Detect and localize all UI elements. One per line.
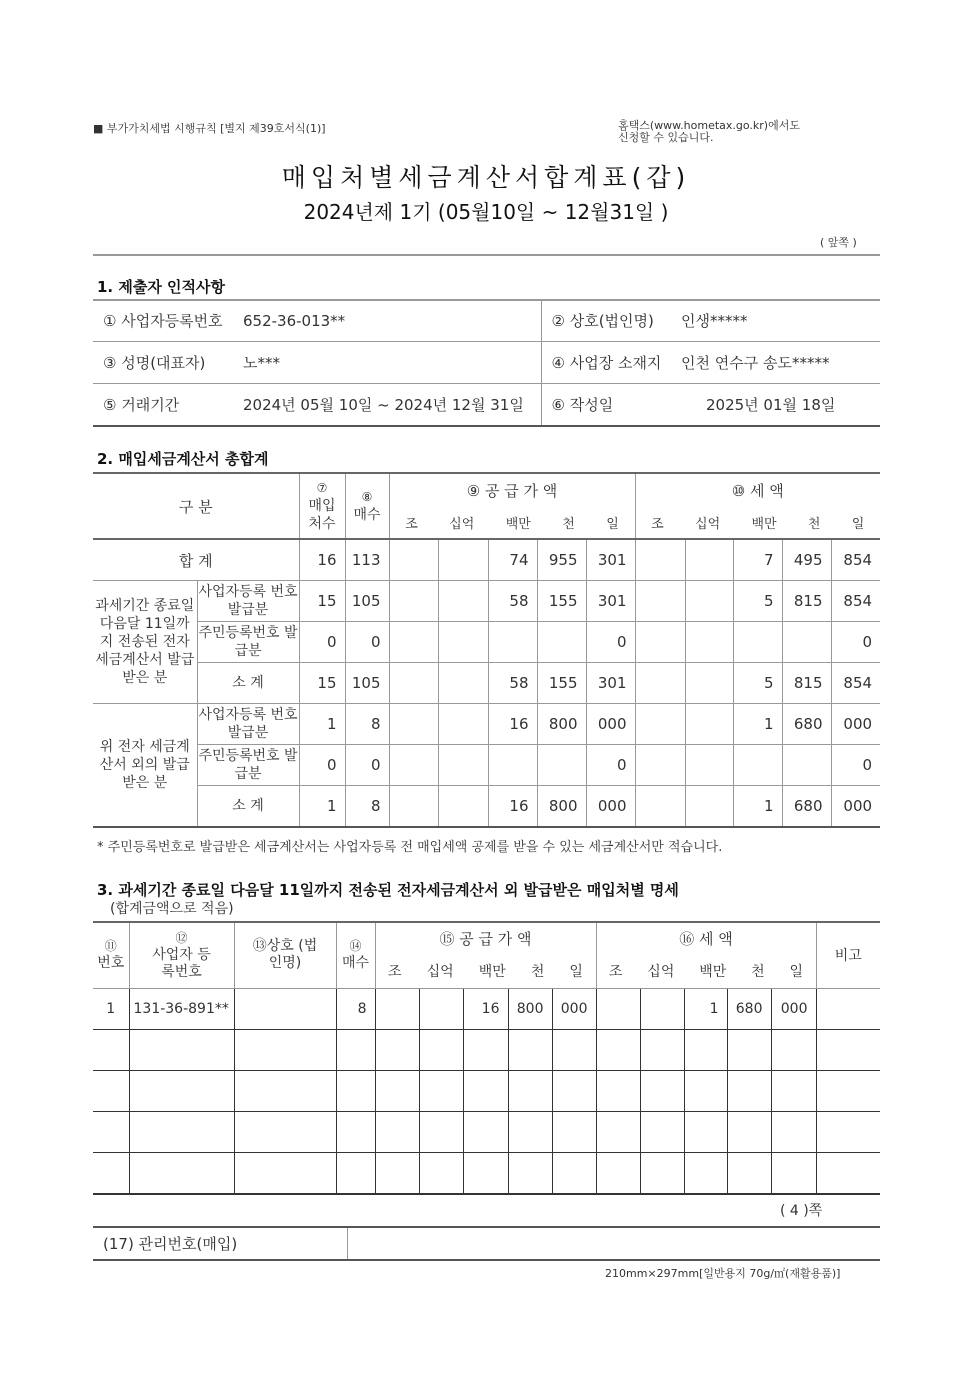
field-label: ⑥ 작성일 <box>541 384 681 427</box>
sheets-header-label: 매수 <box>341 955 370 972</box>
tax-cell[interactable] <box>684 1070 727 1111</box>
supply-cell[interactable] <box>537 745 586 786</box>
unit-label: 조 <box>608 963 623 980</box>
supply-cell[interactable] <box>419 988 463 1029</box>
unit-label: 백만 <box>699 963 727 980</box>
sheets-header <box>336 922 375 988</box>
supply-cell[interactable]: 16 <box>463 988 508 1029</box>
supply-cell[interactable]: 16 <box>488 704 537 745</box>
unit-label: 십억 <box>695 516 721 532</box>
supply-cell[interactable] <box>488 745 537 786</box>
supply-cell[interactable] <box>389 745 438 786</box>
supply-cell[interactable]: 301 <box>586 663 635 704</box>
subtotal-row <box>93 663 880 704</box>
company-name-value[interactable]: 인생***** <box>681 300 880 342</box>
paper-spec: 210mm×297mm[일반용지 70g/㎡(재활용품)] <box>605 1267 841 1280</box>
supply-cell[interactable] <box>389 663 438 704</box>
representative-value[interactable]: 노*** <box>243 342 541 384</box>
tax-cell[interactable] <box>782 622 831 663</box>
tax-cell[interactable] <box>727 1152 771 1194</box>
submitter-row <box>93 300 880 342</box>
detail-row <box>93 1152 880 1194</box>
tax-cell[interactable] <box>685 622 733 663</box>
supply-cell[interactable] <box>389 622 438 663</box>
company-name-cell[interactable] <box>234 1070 336 1111</box>
detail-row <box>93 988 880 1029</box>
circle-number: ⑧ <box>361 490 373 504</box>
unit-label: 일 <box>569 963 583 980</box>
supply-cell[interactable] <box>419 1070 463 1111</box>
unit-label: 일 <box>851 516 865 532</box>
name-header-label: ⑬상호 (법인명) <box>252 938 318 972</box>
supply-cell[interactable] <box>438 581 488 622</box>
sheets-cell[interactable] <box>336 1070 375 1111</box>
count-cell[interactable]: 15 <box>299 663 345 704</box>
tax-cell[interactable]: 854 <box>831 539 880 581</box>
unit-label: 일 <box>606 516 619 532</box>
sheets-cell[interactable]: 8 <box>345 704 389 745</box>
no-cell[interactable] <box>93 1029 129 1070</box>
subtotal-row <box>93 786 880 828</box>
section3-subtitle: (합계금액으로 적음) <box>110 901 234 917</box>
tax-cell[interactable]: 000 <box>831 786 880 828</box>
submitter-row <box>93 384 880 427</box>
supply-cell[interactable]: 58 <box>488 663 537 704</box>
unit-label: 십억 <box>426 963 454 980</box>
divider <box>93 254 880 256</box>
business-number-value[interactable]: 652-36-013** <box>243 300 541 342</box>
no-header <box>93 922 129 988</box>
sub-label: 사업자등록 번호 발급분 <box>197 704 299 745</box>
unit-label: 천 <box>530 963 545 980</box>
tax-cell[interactable] <box>733 745 782 786</box>
reg-number-cell[interactable] <box>129 1070 234 1111</box>
sheets-cell[interactable]: 8 <box>345 786 389 828</box>
sheets-header <box>345 473 389 539</box>
remark-header: 비고 <box>816 922 880 988</box>
unit-label: 백만 <box>751 516 777 532</box>
tax-cell[interactable]: 000 <box>771 988 816 1029</box>
sheets-cell[interactable]: 105 <box>345 663 389 704</box>
supply-cell[interactable] <box>508 1152 552 1194</box>
count-cell[interactable]: 0 <box>299 745 345 786</box>
no-cell[interactable]: 1 <box>93 988 129 1029</box>
supply-cell[interactable] <box>463 1111 508 1152</box>
tax-cell[interactable]: 680 <box>782 704 831 745</box>
tax-cell[interactable]: 000 <box>831 704 880 745</box>
tax-cell[interactable] <box>782 745 831 786</box>
supply-cell[interactable]: 800 <box>537 786 586 828</box>
sheets-cell[interactable] <box>336 1111 375 1152</box>
tax-cell[interactable] <box>685 663 733 704</box>
form-title: 매입처별세금계산서합계표(갑) <box>281 163 691 192</box>
sub-label: 주민등록번호 발급분 <box>197 622 299 663</box>
tax-cell[interactable] <box>596 1070 640 1111</box>
count-cell[interactable]: 16 <box>299 539 345 581</box>
supply-cell[interactable]: 155 <box>537 581 586 622</box>
sheets-cell[interactable] <box>336 1029 375 1070</box>
count-header <box>299 473 345 539</box>
no-cell[interactable] <box>93 1152 129 1194</box>
supply-cell[interactable] <box>375 1152 419 1194</box>
tax-cell[interactable]: 1 <box>733 786 782 828</box>
supply-cell[interactable]: 000 <box>586 704 635 745</box>
supply-cell[interactable] <box>419 1111 463 1152</box>
supply-cell[interactable]: 0 <box>586 745 635 786</box>
tax-cell[interactable] <box>640 1070 684 1111</box>
remark-cell[interactable] <box>816 1029 880 1070</box>
tax-cell[interactable]: 495 <box>782 539 831 581</box>
supply-cell[interactable] <box>463 1029 508 1070</box>
tax-cell[interactable] <box>771 1111 816 1152</box>
written-date-value[interactable]: 2025년 01월 18일 <box>681 384 880 427</box>
total-row <box>93 539 880 581</box>
name-header <box>234 922 336 988</box>
detail-row <box>93 1029 880 1070</box>
tax-cell[interactable]: 5 <box>733 581 782 622</box>
tax-cell[interactable]: 7 <box>733 539 782 581</box>
supply-cell[interactable] <box>463 1070 508 1111</box>
header-row <box>93 473 880 506</box>
tax-units <box>596 954 816 988</box>
count-cell[interactable]: 0 <box>299 622 345 663</box>
supply-cell[interactable] <box>508 1111 552 1152</box>
supply-units <box>389 506 635 539</box>
supply-cell[interactable] <box>375 1070 419 1111</box>
tax-cell[interactable] <box>635 622 685 663</box>
supply-cell[interactable]: 58 <box>488 581 537 622</box>
supply-cell[interactable] <box>552 1070 596 1111</box>
supply-cell[interactable]: 000 <box>552 988 596 1029</box>
transaction-period-value[interactable]: 2024년 05월 10일 ~ 2024년 12월 31일 <box>243 384 541 427</box>
supply-cell[interactable] <box>508 1029 552 1070</box>
sheets-cell[interactable]: 0 <box>345 745 389 786</box>
page-side-label: ( 앞쪽 ) <box>820 236 857 249</box>
field-label: ③ 성명(대표자) <box>93 342 243 384</box>
tax-cell[interactable] <box>685 581 733 622</box>
tax-cell[interactable] <box>771 1029 816 1070</box>
unit-label: 백만 <box>505 516 531 532</box>
count-cell[interactable]: 1 <box>299 786 345 828</box>
remark-cell[interactable] <box>816 1070 880 1111</box>
supply-cell[interactable] <box>438 786 488 828</box>
group1-label: 과세기간 종료일 다음달 11일까지 전송된 전자 세금계산서 발급받은 분 <box>93 581 197 704</box>
tax-cell[interactable]: 854 <box>831 663 880 704</box>
supply-cell[interactable] <box>375 988 419 1029</box>
detail-row <box>93 1111 880 1152</box>
supply-cell[interactable] <box>438 663 488 704</box>
reg-number-cell[interactable] <box>129 1029 234 1070</box>
supply-cell[interactable] <box>552 1152 596 1194</box>
field-label: ⑤ 거래기간 <box>93 384 243 427</box>
supply-cell[interactable] <box>438 704 488 745</box>
submitter-info-table <box>93 300 880 427</box>
data-row <box>93 622 880 663</box>
tax-cell[interactable] <box>635 786 685 828</box>
tax-cell[interactable] <box>684 1152 727 1194</box>
supply-cell[interactable]: 800 <box>537 704 586 745</box>
tax-cell[interactable] <box>596 988 640 1029</box>
supply-cell[interactable]: 955 <box>537 539 586 581</box>
supply-amount-header: ⑮ 공 급 가 액 <box>375 922 596 954</box>
tax-cell[interactable]: 815 <box>782 663 831 704</box>
tax-cell[interactable] <box>640 1029 684 1070</box>
supply-cell[interactable]: 155 <box>537 663 586 704</box>
supply-cell[interactable] <box>419 1029 463 1070</box>
hometax-line-1: 홈택스(www.hometax.go.kr)에서도 <box>618 119 800 132</box>
unit-label: 십억 <box>647 963 675 980</box>
tax-cell[interactable] <box>640 1111 684 1152</box>
tax-cell[interactable] <box>684 1111 727 1152</box>
supply-amount-header: ⑨ 공 급 가 액 <box>389 473 635 506</box>
sub-label: 소 계 <box>197 786 299 828</box>
purchase-detail-table <box>93 921 880 1195</box>
no-header-label: 번호 <box>97 955 125 972</box>
unit-label: 천 <box>751 963 765 980</box>
sheets-cell[interactable]: 105 <box>345 581 389 622</box>
supply-cell[interactable]: 301 <box>586 539 635 581</box>
header-row <box>93 922 880 954</box>
tax-cell[interactable] <box>771 1152 816 1194</box>
section2-title: 2. 매입세금계산서 총합계 <box>97 450 269 468</box>
tax-cell[interactable] <box>635 663 685 704</box>
reg-header-label: 사업자 등록번호 <box>152 946 211 980</box>
unit-label: 천 <box>562 516 575 532</box>
submitter-row <box>93 342 880 384</box>
reg-number-cell[interactable] <box>129 1152 234 1194</box>
sheets-header-label: 매수 <box>353 507 381 523</box>
field-label: ① 사업자등록번호 <box>93 300 243 342</box>
data-row <box>93 581 880 622</box>
tax-cell[interactable] <box>635 745 685 786</box>
tax-cell[interactable] <box>727 1070 771 1111</box>
reg-number-cell[interactable] <box>129 1111 234 1152</box>
tax-cell[interactable]: 815 <box>782 581 831 622</box>
detail-row <box>93 1070 880 1111</box>
sub-label: 주민등록번호 발급분 <box>197 745 299 786</box>
supply-cell[interactable] <box>419 1152 463 1194</box>
tax-cell[interactable] <box>596 1029 640 1070</box>
tax-cell[interactable] <box>684 1029 727 1070</box>
tax-cell[interactable] <box>596 1152 640 1194</box>
data-row <box>93 704 880 745</box>
tax-cell[interactable] <box>640 1152 684 1194</box>
field-label: ④ 사업장 소재지 <box>541 342 681 384</box>
tax-amount-header: ⑯ 세 액 <box>596 922 816 954</box>
count-cell[interactable]: 15 <box>299 581 345 622</box>
hometax-line-2: 신청할 수 있습니다. <box>618 131 714 144</box>
unit-label: 백만 <box>478 963 506 980</box>
count-header-label: 매입처수 <box>308 498 336 532</box>
tax-cell[interactable]: 1 <box>733 704 782 745</box>
tax-cell[interactable]: 0 <box>831 745 880 786</box>
no-cell[interactable] <box>93 1111 129 1152</box>
tax-cell[interactable] <box>596 1111 640 1152</box>
count-cell[interactable]: 1 <box>299 704 345 745</box>
data-row <box>93 745 880 786</box>
law-reference: ■ 부가가치세법 시행규칙 [별지 제39호서식(1)] <box>93 122 326 135</box>
management-number-value[interactable] <box>347 1227 880 1260</box>
tax-cell[interactable] <box>771 1070 816 1111</box>
supply-cell[interactable] <box>375 1111 419 1152</box>
supply-cell[interactable]: 74 <box>488 539 537 581</box>
tax-cell[interactable] <box>727 1029 771 1070</box>
supply-cell[interactable]: 301 <box>586 581 635 622</box>
tax-cell[interactable]: 680 <box>782 786 831 828</box>
tax-cell[interactable]: 1 <box>684 988 727 1029</box>
circle-number: ⑫ <box>175 930 188 945</box>
sheets-cell[interactable]: 8 <box>336 988 375 1029</box>
hometax-notice <box>618 120 800 144</box>
tax-cell[interactable] <box>640 988 684 1029</box>
sheets-cell[interactable] <box>336 1152 375 1194</box>
company-name-cell[interactable] <box>234 1029 336 1070</box>
company-name-cell[interactable] <box>234 988 336 1029</box>
supply-cell[interactable] <box>463 1152 508 1194</box>
total-label: 합 계 <box>93 539 299 581</box>
tax-cell[interactable]: 680 <box>727 988 771 1029</box>
unit-label: 조 <box>651 516 664 532</box>
group2-label: 위 전자 세금계산서 외의 발급받은 분 <box>93 704 197 828</box>
tax-cell[interactable] <box>685 539 733 581</box>
supply-cell[interactable] <box>438 539 488 581</box>
supply-cell[interactable] <box>537 622 586 663</box>
supply-cell[interactable]: 800 <box>508 988 552 1029</box>
management-number-table <box>93 1226 880 1261</box>
supply-cell[interactable] <box>508 1070 552 1111</box>
tax-cell[interactable]: 0 <box>831 622 880 663</box>
reg-number-cell[interactable]: 131-36-891** <box>129 988 234 1029</box>
supply-cell[interactable] <box>375 1029 419 1070</box>
management-number-label: (17) 관리번호(매입) <box>93 1227 347 1260</box>
tax-cell[interactable] <box>635 581 685 622</box>
supply-units <box>375 954 596 988</box>
supply-cell[interactable]: 16 <box>488 786 537 828</box>
supply-cell[interactable] <box>488 622 537 663</box>
no-cell[interactable] <box>93 1070 129 1111</box>
remark-cell[interactable] <box>816 1152 880 1194</box>
tax-cell[interactable]: 5 <box>733 663 782 704</box>
tax-cell[interactable] <box>635 704 685 745</box>
form-period: 2024년제 1기 (05월10일 ~ 12월31일 ) <box>303 200 669 224</box>
tax-cell[interactable] <box>727 1111 771 1152</box>
supply-cell[interactable]: 000 <box>586 786 635 828</box>
company-name-cell[interactable] <box>234 1152 336 1194</box>
unit-label: 조 <box>388 963 402 980</box>
supply-cell[interactable] <box>552 1029 596 1070</box>
sheets-cell[interactable]: 113 <box>345 539 389 581</box>
supply-cell[interactable] <box>438 622 488 663</box>
supply-cell[interactable] <box>552 1111 596 1152</box>
supply-cell[interactable] <box>389 581 438 622</box>
tax-cell[interactable] <box>685 786 733 828</box>
management-row <box>93 1227 880 1260</box>
circle-number: ⑦ <box>316 481 328 495</box>
address-value[interactable]: 인천 연수구 송도***** <box>681 342 880 384</box>
circle-number: ⑪ <box>104 939 117 954</box>
tax-amount-header: ⑩ 세 액 <box>635 473 880 506</box>
supply-cell[interactable] <box>438 745 488 786</box>
circle-number: ⑭ <box>349 939 362 954</box>
page-count: ( 4 )쪽 <box>780 1203 823 1219</box>
tax-cell[interactable] <box>685 704 733 745</box>
tax-units <box>635 506 880 539</box>
section2-footnote: * 주민등록번호로 발급받은 세금계산서는 사업자등록 전 매입세액 공제를 받을 수 있는 세금계산서만 적습니다. <box>97 840 723 855</box>
supply-cell[interactable] <box>389 539 438 581</box>
reg-header <box>129 922 234 988</box>
purchase-totals-table <box>93 472 880 828</box>
sub-label: 사업자등록 번호 발급분 <box>197 581 299 622</box>
section3-title: 3. 과세기간 종료일 다음달 11일까지 전송된 전자세금계산서 외 발급받은 매입처별 명세 <box>97 881 679 899</box>
remark-cell[interactable] <box>816 1111 880 1152</box>
unit-label: 천 <box>807 516 821 532</box>
unit-label: 조 <box>405 516 418 532</box>
supply-cell[interactable]: 0 <box>586 622 635 663</box>
tax-cell[interactable]: 854 <box>831 581 880 622</box>
unit-label: 일 <box>789 963 804 980</box>
unit-label: 십억 <box>449 516 475 532</box>
company-name-cell[interactable] <box>234 1111 336 1152</box>
remark-cell[interactable] <box>816 988 880 1029</box>
sheets-cell[interactable]: 0 <box>345 622 389 663</box>
category-header: 구 분 <box>93 473 299 539</box>
supply-cell[interactable] <box>389 786 438 828</box>
tax-cell[interactable] <box>635 539 685 581</box>
field-label: ② 상호(법인명) <box>541 300 681 342</box>
tax-cell[interactable] <box>685 745 733 786</box>
sub-label: 소 계 <box>197 663 299 704</box>
supply-cell[interactable] <box>389 704 438 745</box>
section1-title: 1. 제출자 인적사항 <box>97 278 226 296</box>
tax-cell[interactable] <box>733 622 782 663</box>
